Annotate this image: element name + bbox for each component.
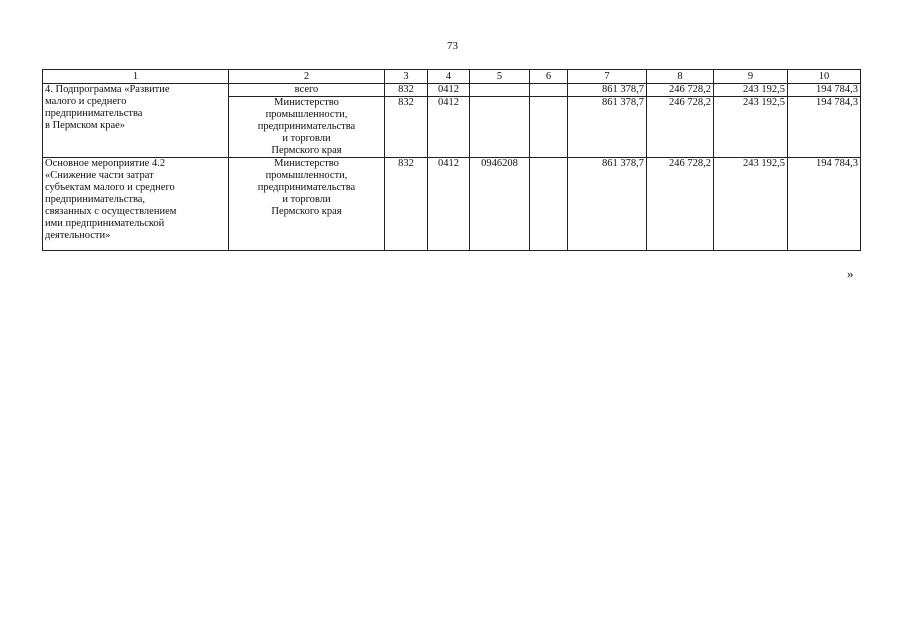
- header-col-6: 6: [530, 70, 568, 84]
- page-number: 73: [447, 40, 458, 52]
- responsible-cell: Министерство промышленности, предпринимательства и торговли Пермского края: [229, 97, 385, 158]
- section-code-cell: 0412: [428, 97, 470, 158]
- amount-cell: 243 192,5: [714, 97, 788, 158]
- amount-cell: 861 378,7: [568, 158, 647, 251]
- budget-table: [42, 69, 861, 251]
- closing-quote: »: [847, 266, 854, 281]
- expense-type-cell: [530, 97, 568, 158]
- header-col-10: 10: [788, 70, 861, 84]
- amount-cell: 243 192,5: [714, 158, 788, 251]
- amount-cell: 243 192,5: [714, 84, 788, 97]
- measure-title: Основное мероприятие 4.2 «Снижение части затрат субъектам малого и среднего предпринимательства, связанных с осуществлением ими предпринимательской деятельности»: [43, 158, 229, 251]
- header-col-4: 4: [428, 70, 470, 84]
- target-code-cell: [470, 97, 530, 158]
- section-code-cell: 0412: [428, 158, 470, 251]
- header-row: [43, 70, 861, 84]
- responsible-cell: Министерство промышленности, предпринимательства и торговли Пермского края: [229, 158, 385, 251]
- amount-cell: 194 784,3: [788, 158, 861, 251]
- ministry-code-cell: 832: [385, 84, 428, 97]
- table-row: [43, 84, 861, 97]
- header-col-1: 1: [43, 70, 229, 84]
- amount-cell: 194 784,3: [788, 84, 861, 97]
- header-col-9: 9: [714, 70, 788, 84]
- ministry-code-cell: 832: [385, 97, 428, 158]
- target-code-cell: [470, 84, 530, 97]
- header-col-3: 3: [385, 70, 428, 84]
- amount-cell: 194 784,3: [788, 97, 861, 158]
- header-col-7: 7: [568, 70, 647, 84]
- subprogram-title: 4. Подпрограмма «Развитие малого и среднего предпринимательства в Пермском крае»: [43, 84, 229, 158]
- amount-cell: 246 728,2: [647, 97, 714, 158]
- header-col-2: 2: [229, 70, 385, 84]
- expense-type-cell: [530, 158, 568, 251]
- header-col-5: 5: [470, 70, 530, 84]
- responsible-cell: всего: [229, 84, 385, 97]
- amount-cell: 861 378,7: [568, 97, 647, 158]
- amount-cell: 861 378,7: [568, 84, 647, 97]
- ministry-code-cell: 832: [385, 158, 428, 251]
- target-code-cell: 0946208: [470, 158, 530, 251]
- expense-type-cell: [530, 84, 568, 97]
- amount-cell: 246 728,2: [647, 84, 714, 97]
- section-code-cell: 0412: [428, 84, 470, 97]
- table-row: [43, 158, 861, 251]
- amount-cell: 246 728,2: [647, 158, 714, 251]
- header-col-8: 8: [647, 70, 714, 84]
